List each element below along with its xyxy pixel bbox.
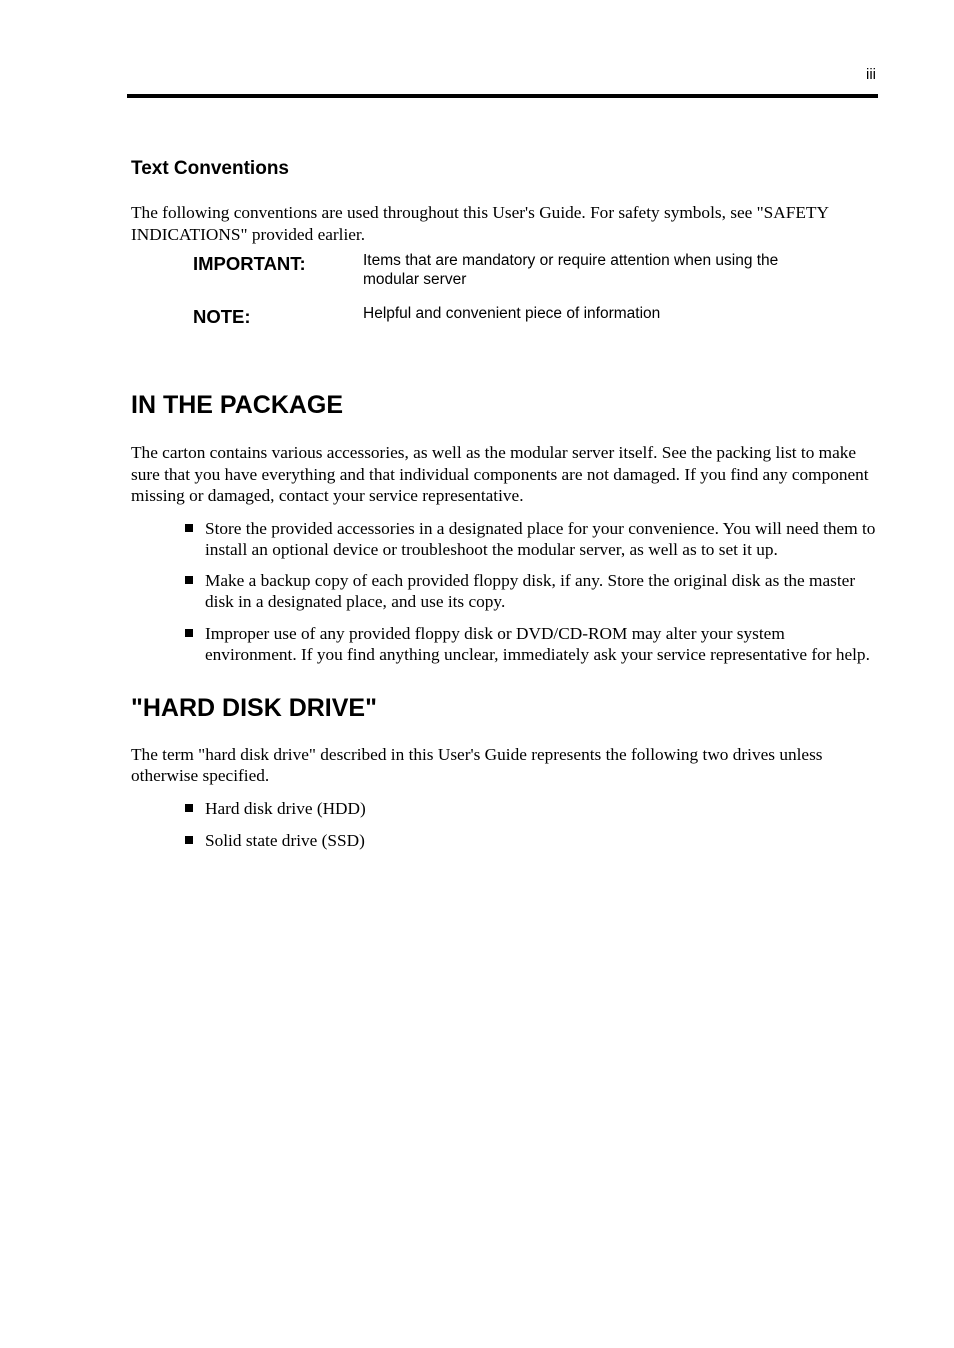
conventions-table [193,251,877,329]
list-item [183,830,877,852]
list-item [183,518,877,561]
square-bullet-icon [185,804,193,812]
convention-row-important [193,251,877,289]
package-bullet-list [131,518,877,666]
text-conventions-heading: Text Conventions [131,158,289,179]
header-rule [127,94,878,98]
convention-description: Helpful and convenient piece of information [363,305,661,322]
hard-disk-heading: "HARD DISK DRIVE" [131,693,377,722]
package-intro: The carton contains various accessories, as well as the modular server itself. See the packing list to make sure that you have everything and that individual components are not damaged. If you find any component missing or damaged, contact your service representative. [131,443,869,505]
list-item-text: Solid state drive (SSD) [205,831,365,850]
page-number: iii [866,66,876,83]
list-item-text: Improper use of any provided floppy disk or DVD/CD-ROM may alter your system environment. If you find anything unclear, immediately ask your service representative for help. [205,623,870,664]
list-item-text: Make a backup copy of each provided floppy disk, if any. Store the original disk as the master disk in a designated place, and use its copy. [205,570,856,611]
convention-term: NOTE: [193,306,251,327]
list-item-text: Store the provided accessories in a designated place for your convenience. You will need them to install an optional device or troubleshoot the modular server, as well as to set it up. [205,518,876,559]
package-heading: IN THE PACKAGE [131,391,344,419]
list-item [183,623,877,666]
hard-disk-intro: The term "hard disk drive" described in this User's Guide represents the following two drives unless otherwise specified. [131,744,823,785]
hard-disk-bullet-list [131,798,877,852]
page-content [131,156,877,852]
convention-term: IMPORTANT: [193,253,306,274]
convention-description: Items that are mandatory or require attention when using the modular server [363,252,779,288]
list-item-text: Hard disk drive (HDD) [205,798,366,818]
list-item [183,570,877,613]
list-item [183,798,877,820]
square-bullet-icon [185,836,193,844]
convention-row-note [193,304,877,329]
square-bullet-icon [185,629,193,637]
text-conventions-intro: The following conventions are used throughout this User's Guide. For safety symbols, see "SAFETY INDICATIONS" provided earlier. [131,203,829,244]
square-bullet-icon [185,576,193,584]
square-bullet-icon [185,524,193,532]
